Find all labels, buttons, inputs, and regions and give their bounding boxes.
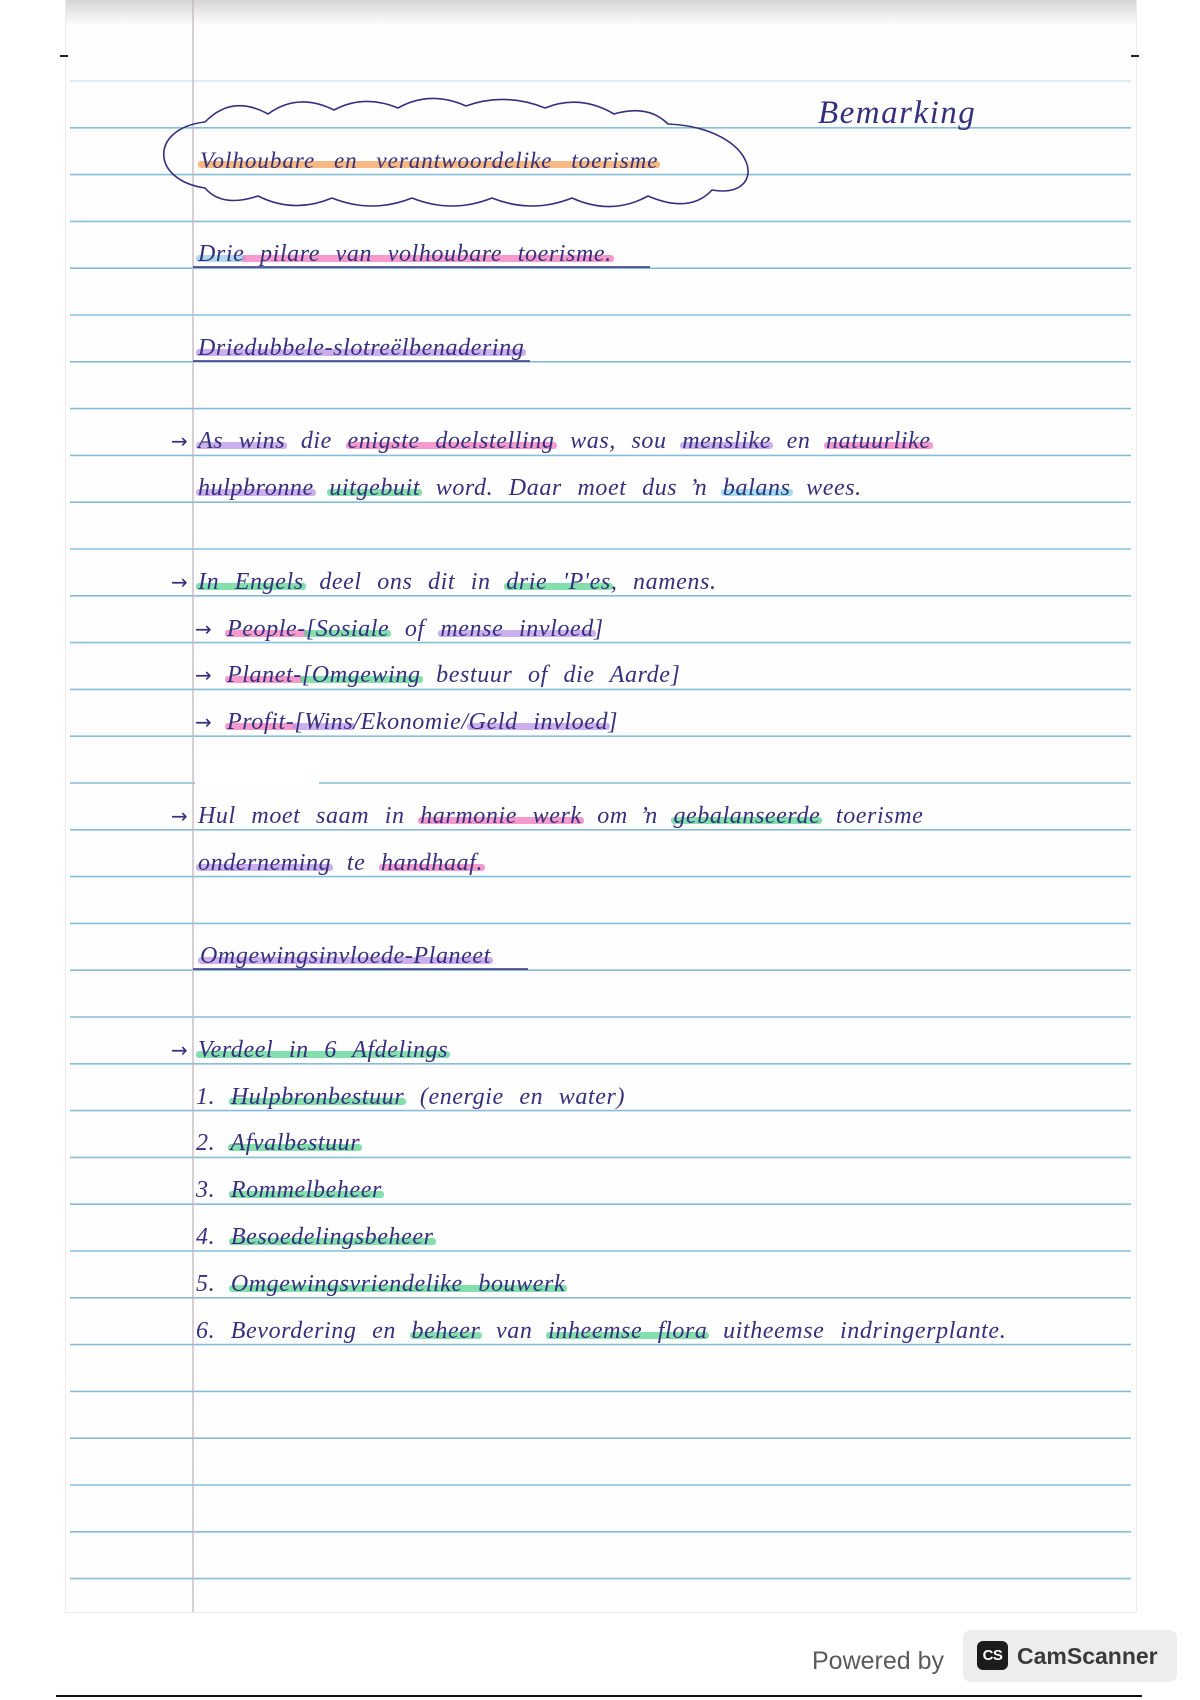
text-segment: 4.	[196, 1224, 231, 1250]
highlighted-text: In Engels	[198, 569, 304, 595]
text-segment: toerisme	[820, 803, 924, 829]
arrow-bullet: →	[171, 804, 188, 828]
text-segment	[314, 475, 330, 501]
text-segment: 1.	[196, 1084, 231, 1110]
highlighted-text: Verdeel in 6 Afdelings	[198, 1037, 449, 1063]
text-segment: , namens.	[610, 569, 717, 595]
camscanner-brand: CamScanner	[1017, 1643, 1158, 1669]
text-segment: ]	[608, 709, 619, 735]
highlighted-text: [Sosiale	[305, 616, 390, 642]
note-line-people	[195, 613, 604, 645]
highlighted-text: Geld invloed	[468, 709, 609, 735]
text-segment: 6. Bevordering en	[196, 1318, 412, 1344]
camscanner-logo-icon: CS	[977, 1641, 1008, 1670]
line-text	[198, 428, 931, 454]
correction-patch	[195, 760, 319, 785]
note-title	[200, 145, 658, 177]
subject-label: Bemarking	[818, 95, 977, 131]
highlighted-text: pilare van volhoubare toerisme.	[244, 241, 612, 267]
text-segment: ]	[593, 616, 604, 642]
highlighted-text: enigste doelstelling	[347, 428, 555, 454]
text-segment: 3.	[196, 1177, 231, 1203]
highlighted-text: handhaaf.	[380, 850, 484, 876]
line-text	[227, 709, 618, 735]
highlighted-text: [Omgewing	[301, 662, 421, 688]
highlighted-text: balans	[722, 475, 791, 501]
arrow-bullet: →	[171, 1038, 188, 1062]
highlighted-text: People-	[227, 616, 306, 642]
text-segment: om ŉ	[581, 803, 674, 829]
highlighted-text: mense invloed	[440, 616, 594, 642]
highlighted-text: Profit-	[227, 709, 295, 735]
text-segment: wees.	[790, 475, 862, 501]
highlighted-text: uitgebuit	[329, 475, 421, 501]
heading-environmental-impacts	[200, 940, 491, 972]
highlighted-text: As wins	[198, 428, 286, 454]
note-line-profit	[195, 706, 618, 738]
highlighted-text: onderneming	[198, 850, 332, 876]
highlighted-text: Rommelbeheer	[230, 1177, 382, 1203]
highlighted-text: Afvalbestuur	[230, 1130, 361, 1156]
text-segment: (energie en water)	[404, 1084, 626, 1110]
highlighted-text: natuurlike	[826, 428, 931, 454]
highlighted-text: Planet-	[227, 662, 302, 688]
heading-triple-bottom-line	[198, 332, 524, 364]
text-segment: die	[285, 428, 348, 454]
powered-by-label: Powered by	[812, 1647, 945, 1675]
arrow-bullet: →	[171, 429, 188, 453]
note-line-harmony	[171, 800, 923, 832]
arrow-bullet: →	[195, 710, 212, 734]
note-line-planet	[195, 659, 680, 691]
list-item	[196, 1315, 1006, 1347]
text-segment: van	[480, 1318, 549, 1344]
arrow-bullet: →	[171, 570, 188, 594]
highlighted-text: Driedubbele-slotreëlbenadering	[198, 335, 525, 361]
highlighted-text: inheemse flora	[548, 1318, 708, 1344]
list-item	[196, 1174, 382, 1206]
text-segment: of	[389, 616, 441, 642]
list-item	[196, 1221, 434, 1253]
highlighted-text: Besoedelingsbeheer	[230, 1224, 434, 1250]
text-segment: 5.	[196, 1271, 231, 1297]
text-segment: 2.	[196, 1130, 231, 1156]
highlighted-text: [Wins	[294, 709, 354, 735]
text-segment: bestuur of die Aarde]	[420, 662, 681, 688]
line-text	[198, 803, 923, 829]
text-segment: uitheemse indringerplante.	[707, 1318, 1007, 1344]
highlighted-text: Omgewingsinvloede-Planeet	[200, 943, 491, 969]
text-segment: Hul moet saam in	[198, 803, 421, 829]
highlighted-text: beheer	[411, 1318, 481, 1344]
arrow-bullet: →	[195, 663, 212, 687]
highlighted-text: menslike	[682, 428, 771, 454]
highlighted-text: hulpbronne	[198, 475, 314, 501]
highlighted-text: Hulpbronbestuur	[230, 1084, 405, 1110]
note-line-enterprise	[198, 847, 483, 879]
note-line-resources	[198, 472, 862, 504]
text-segment: word. Daar moet dus ŉ	[420, 475, 723, 501]
list-item	[196, 1127, 360, 1159]
highlighted-text: Omgewingsvriendelike bouwerk	[230, 1271, 566, 1297]
highlighted-text: gebalanseerde	[673, 803, 821, 829]
text-segment: deel ons dit in	[303, 569, 507, 595]
highlighted-text: Drie	[198, 241, 245, 267]
highlighted-text: harmonie werk	[420, 803, 582, 829]
camscanner-badge	[963, 1630, 1177, 1682]
list-item	[196, 1081, 625, 1113]
note-line-profit-goal	[171, 425, 931, 457]
note-line-divide	[171, 1034, 448, 1066]
highlighted-text: Volhoubare en verantwoordelike toerisme	[200, 148, 659, 173]
arrow-bullet: →	[195, 617, 212, 641]
bottom-rule	[56, 1695, 1142, 1697]
highlighted-text: drie 'P'es	[506, 569, 611, 595]
line-text	[227, 662, 680, 688]
text-segment: was, sou	[554, 428, 683, 454]
line-text	[227, 616, 604, 642]
line-text	[198, 569, 717, 595]
text-segment: en	[770, 428, 827, 454]
list-item	[196, 1268, 565, 1300]
text-segment: /Ekonomie/	[353, 709, 469, 735]
line-text	[198, 1037, 448, 1063]
heading-three-pillars	[198, 238, 612, 270]
text-segment: te	[331, 850, 381, 876]
note-line-english-ps	[171, 566, 717, 598]
